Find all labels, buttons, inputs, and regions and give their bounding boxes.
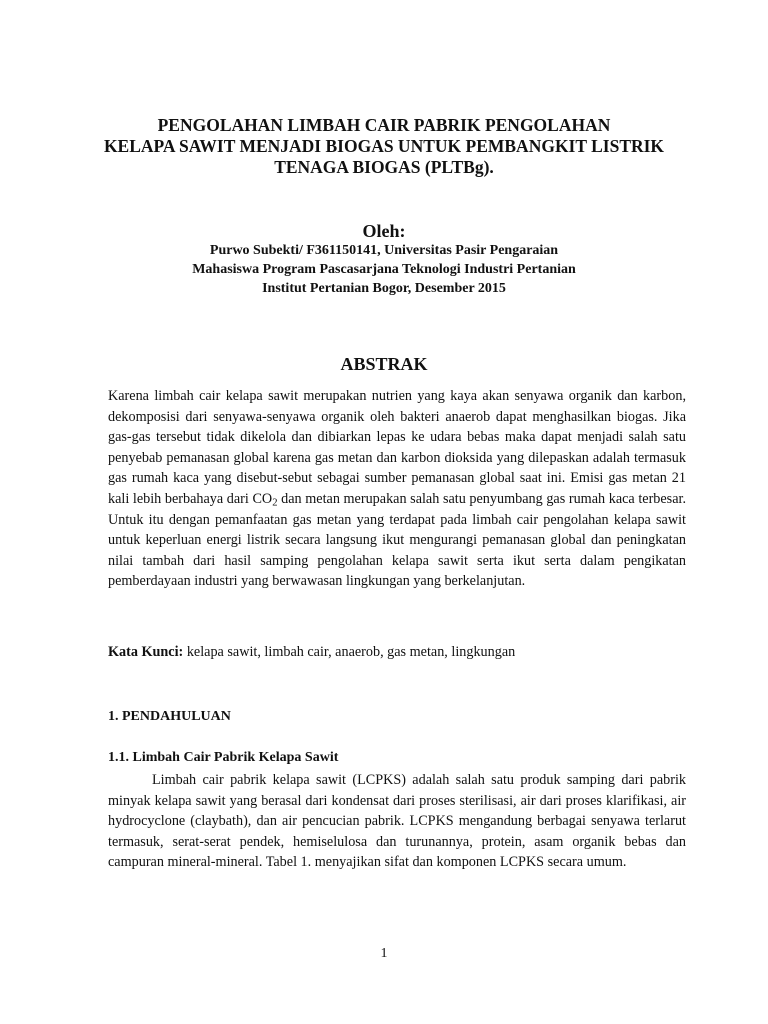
page-number: 1 [380,946,388,961]
title-line: KELAPA SAWIT MENJADI BIOGAS UNTUK PEMBANGKIT LISTRIK [103,136,665,156]
author-line: Purwo Subekti/ F361150141, Universitas Pasir Pengaraian [209,243,559,258]
title-line: PENGOLAHAN LIMBAH CAIR PABRIK PENGOLAHAN [157,115,611,135]
author-line: Mahasiswa Program Pascasarjana Teknologi Industri Pertanian [192,262,576,277]
keywords-label: Kata Kunci: [108,644,184,660]
abstract-text-part2: dan metan merupakan salah satu penyumbang gas rumah kaca terbesar. Untuk itu dengan pemanfaatan gas metan yang terdapat pada limbah cair pengolahan kelapa sawit untuk keperluan energi listrik secara langsung ikut mengurangi pemanasan global dan peningkatan nilai tambah dari hasil samping pengolahan kelapa sawit serta ikut serta dalam pengikatan pemberdayaan industri yang berwawasan lingkungan yang berkelanjutan. [108,490,686,590]
abstract-text-part1: Karena limbah cair kelapa sawit merupakan nutrien yang kaya akan senyawa organik dan karbon, dekomposisi dari senyawa-senyawa organik oleh bakteri anaerob dapat menghasilkan biogas. Jika gas-gas tersebut tidak dikelola dan dibiarkan lepas ke udara bebas maka dapat menjadi salah satu penyebab pemanasan global karena gas metan dan karbon dioksida yang dilepaskan adalah termasuk gas rumah kaca yang disebut-sebut sebagai sumber pemanasan global saat ini. Emisi gas metan 21 kali lebih berbahaya dari CO [108,388,686,507]
section-heading: 1. PENDAHULUAN [108,709,231,724]
author-line: Institut Pertanian Bogor, Desember 2015 [262,281,506,296]
abstract-heading: ABSTRAK [340,354,428,374]
author-block [80,241,688,298]
title-line: TENAGA BIOGAS (PLTBg). [274,157,494,177]
paper-title [80,115,688,178]
co2-subscript: 2 [272,497,278,509]
oleh-label: Oleh: [362,221,406,241]
section-body-text: Limbah cair pabrik kelapa sawit (LCPKS) adalah salah satu produk samping dari pabrik minyak kelapa sawit yang berasal dari kondensat dari proses sterilisasi, air dari proses klarifikasi, air hydrocyclone (claybath), dan air pencucian pabrik. LCPKS mengandung berbagai senyawa terlarut termasuk, serat-serat pendek, hemiselulosa dan turunannya, protein, asam organik bebas dan campuran mineral-mineral. Tabel 1. menyajikan sifat dan komponen LCPKS secara umum. [108,772,686,871]
subsection-heading: 1.1. Limbah Cair Pabrik Kelapa Sawit [108,750,339,765]
keywords [108,642,686,663]
keywords-text: kelapa sawit, limbah cair, anaerob, gas metan, lingkungan [183,644,516,660]
abstract-text [108,386,686,592]
